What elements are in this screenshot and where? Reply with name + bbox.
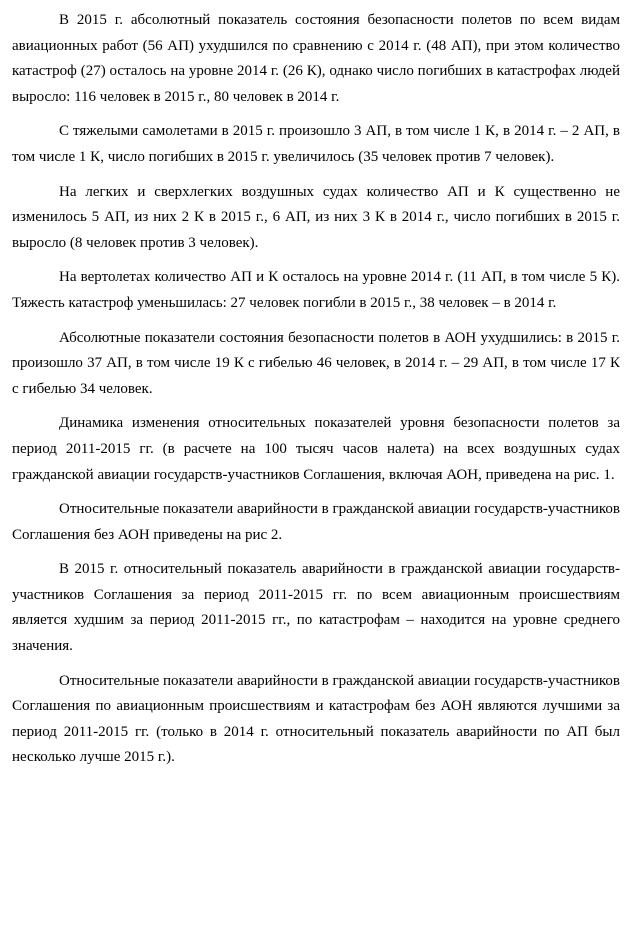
paragraph-1: В 2015 г. абсолютный показатель состояния безопасности полетов по всем видам авиационных работ (56 АП) ухудшился по сравнению с 2014 г. (48 АП), при этом количество катастроф (27) осталось на уровне 2014 г. (26 К), однако число погибших в катастрофах людей выросло: 116 человек в 2015 г., 80 человек в 2014 г. [12,12,620,105]
document-page [12,8,620,780]
paragraph-3: На легких и сверхлегких воздушных судах количество АП и К существенно не изменилось 5 АП, из них 2 К в 2015 г., 6 АП, из них 3 К в 2014 г., число погибших в 2015 г. выросло (8 человек против 3 человек). [12,183,620,251]
paragraph-4: На вертолетах количество АП и К осталось на уровне 2014 г. (11 АП, в том числе 5 К). Тяжесть катастроф уменьшилась: 27 человек погибли в 2015 г., 38 человек – в 2014 г. [12,269,620,311]
paragraph-9: Относительные показатели аварийности в гражданской авиации государств-участников Соглашения по авиационным происшествиям и катастрофам без АОН являются лучшими за период 2011-2015 гг. (только в 2014 г. относительный показатель аварийности по АП был несколько лучше 2015 г.). [12,672,620,766]
paragraph-8: В 2015 г. относительный показатель аварийности в гражданской авиации государств-участников Соглашения за период 2011-2015 гг. по всем авиационным происшествиям является худшим за период 2011-2015 гг., по катастрофам – находится на уровне среднего значения. [12,561,620,655]
paragraph-2: С тяжелыми самолетами в 2015 г. произошло 3 АП, в том числе 1 К, в 2014 г. – 2 АП, в том числе 1 К, число погибших в 2015 г. увеличилось (35 человек против 7 человек). [12,123,620,165]
paragraph-7: Относительные показатели аварийности в гражданской авиации государств-участников Соглашения без АОН приведены на рис 2. [12,501,620,543]
paragraph-6: Динамика изменения относительных показателей уровня безопасности полетов за период 2011-2015 гг. (в расчете на 100 тысяч часов налета) на всех воздушных судах гражданской авиации государств-участников Соглашения, включая АОН, приведена на рис. 1. [12,415,620,483]
paragraph-5: Абсолютные показатели состояния безопасности полетов в АОН ухудшились: в 2015 г. произошло 37 АП, в том числе 19 К с гибелью 46 человек, в 2014 г. – 29 АП, в том числе 17 К с гибелью 34 человек. [12,329,620,397]
